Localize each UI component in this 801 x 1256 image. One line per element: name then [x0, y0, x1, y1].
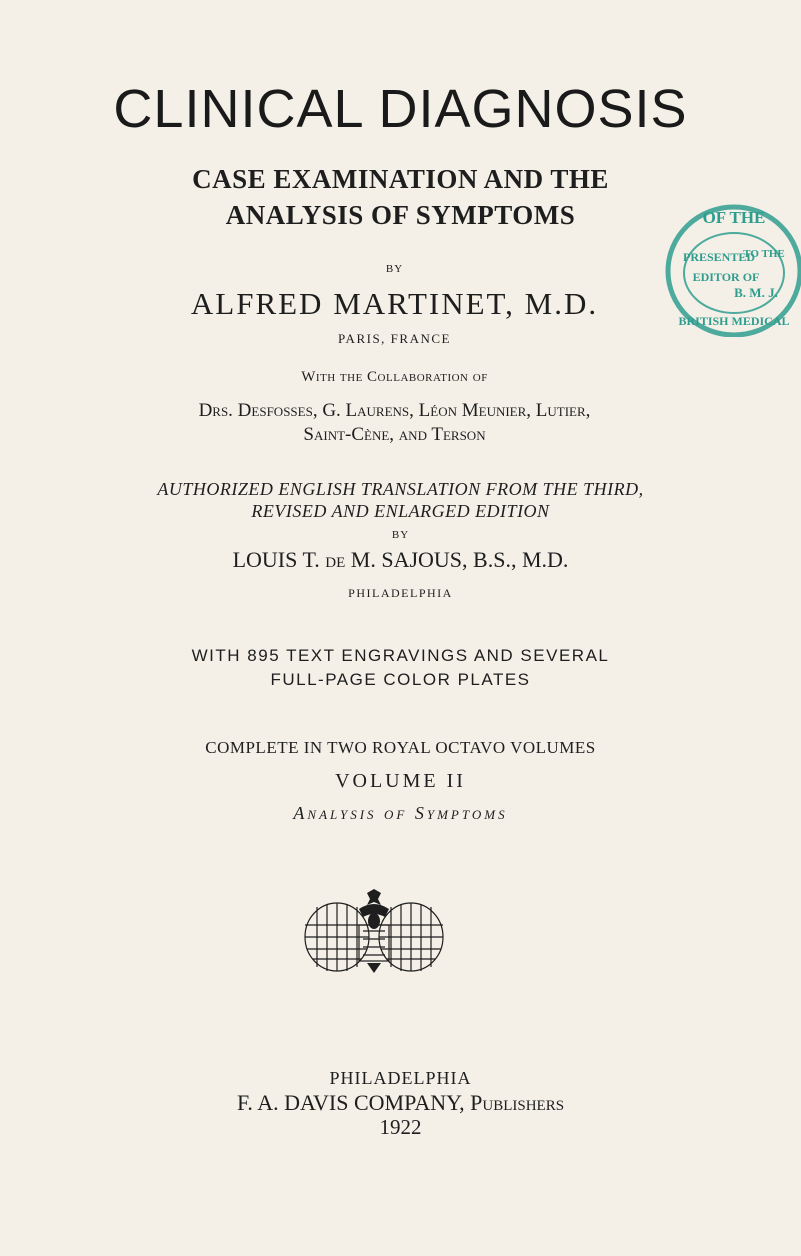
- engravings-line-1: WITH 895 TEXT ENGRAVINGS AND SEVERAL: [191, 646, 610, 665]
- publisher-role: Publishers: [470, 1090, 565, 1115]
- publisher-name: [0, 1090, 801, 1116]
- translator-name-particle: DE: [325, 555, 346, 571]
- book-title: CLINICAL DIAGNOSIS: [113, 79, 688, 139]
- publisher-globe-emblem-icon: [297, 887, 451, 975]
- translator-name-first: LOUIS T.: [232, 547, 326, 572]
- collaboration-label: With the Collaboration of: [301, 369, 488, 385]
- subtitle-line-1: CASE EXAMINATION AND THE: [192, 164, 609, 194]
- translator-place: PHILADELPHIA: [348, 586, 453, 600]
- publication-year: 1922: [379, 1115, 422, 1139]
- collaborators-line-2: Saint-Cène, and Terson: [303, 424, 486, 445]
- stamp-inner-text-2: TO THE: [743, 248, 785, 260]
- author-place: PARIS, FRANCE: [338, 331, 451, 346]
- translator-by-label: BY: [391, 529, 410, 541]
- complete-volumes: COMPLETE IN TWO ROYAL OCTAVO VOLUMES: [205, 738, 596, 757]
- stamp-outer-text: OF THE: [702, 208, 766, 227]
- engravings-line-2: FULL-PAGE COLOR PLATES: [270, 670, 531, 689]
- stamp-inner-text-3: EDITOR OF: [692, 270, 760, 284]
- volume-title: Analysis of Symptoms: [293, 803, 508, 823]
- volume-number: VOLUME II: [335, 770, 466, 792]
- translator-name-last: M. SAJOUS, B.S., M.D.: [345, 547, 569, 572]
- translator-name: [0, 547, 801, 573]
- collaborators-line-1: Drs. Desfosses, G. Laurens, Léon Meunier, Lutier,: [198, 400, 591, 421]
- publisher-company: F. A. DAVIS COMPANY,: [236, 1090, 471, 1115]
- stamp-bottom-text: BRITISH MEDICAL: [678, 314, 790, 328]
- by-label: BY: [385, 263, 404, 275]
- stamp-inner-text-1: PRESENTED: [682, 250, 756, 264]
- author-name: ALFRED MARTINET, M.D.: [190, 286, 599, 321]
- library-stamp: [664, 201, 801, 337]
- stamp-inner-text-4: B. M. J.: [734, 285, 778, 300]
- translation-line-2: REVISED AND ENLARGED EDITION: [251, 501, 550, 521]
- translation-line-1: AUTHORIZED ENGLISH TRANSLATION FROM THE THIRD,: [157, 479, 644, 499]
- publisher-place: PHILADELPHIA: [329, 1068, 472, 1088]
- subtitle-line-2: ANALYSIS OF SYMPTOMS: [225, 200, 576, 230]
